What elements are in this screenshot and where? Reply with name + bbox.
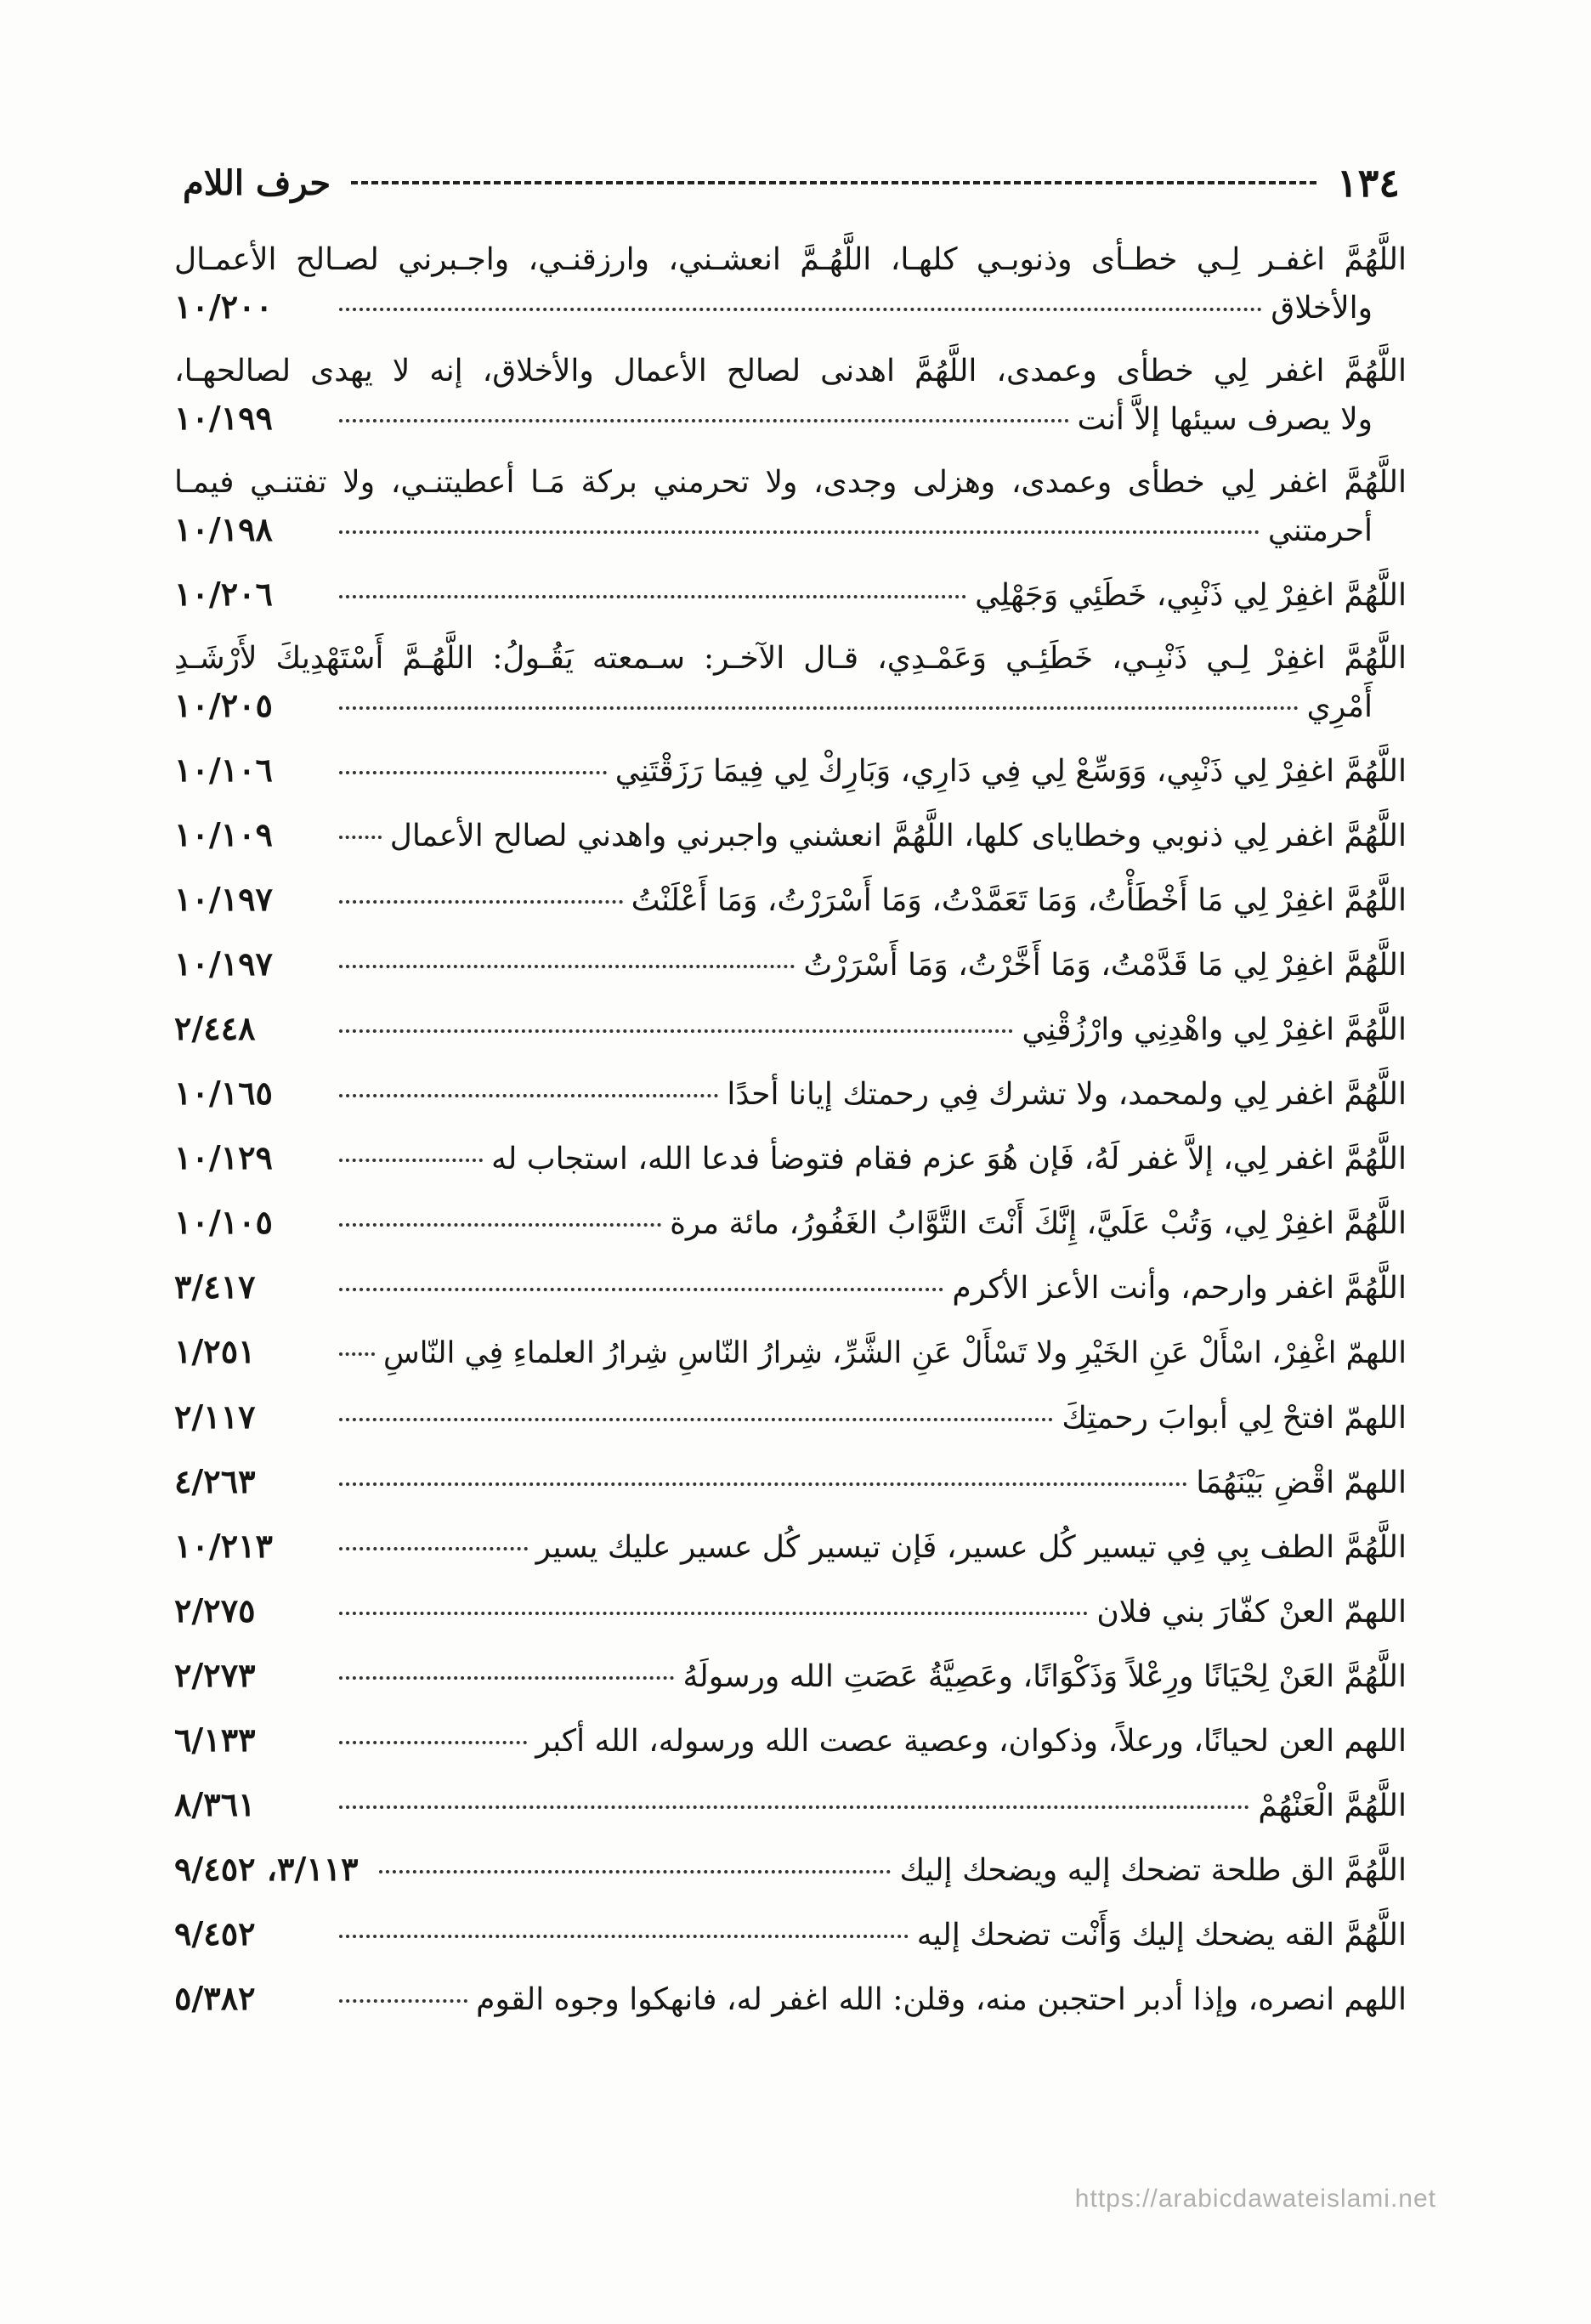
volume-page-reference: ١٠/٢٠٦ xyxy=(174,575,273,613)
volume-page-reference: ٥/٣٨٢ xyxy=(174,1979,256,2017)
entry-text: اللَّهُمَّ اغفِرْ لِي ذَنْبِي، وَوَسِّعْ لِي فِي دَارِي، وَبَارِكْ لِي فِيمَا رَزَقْتَنِي xyxy=(614,754,1407,789)
chapter-title: حرف اللام xyxy=(183,162,331,203)
entry-text: اللَّهُمَّ اغفِرْ لِي ذَنْبِي، خَطَئِي وَجَهْلِي xyxy=(975,578,1407,613)
hadith-index xyxy=(174,236,1407,2039)
volume-page-reference: ٤/٢٦٣ xyxy=(174,1462,256,1500)
entry-last-line xyxy=(174,1845,1407,1894)
entry-text: اللَّهُمَّ اغفر لِي خطأى وعمدى، اللَّهُمَّ اهدنى لصالح الأعمال والأخلاق، إنه لا يهدى لصالحهـا، xyxy=(174,354,1407,388)
dot-leader xyxy=(339,1159,483,1162)
entry-text: اللَّهُمَّ الق طلحة تضحك إليه ويضحك إليك xyxy=(899,1853,1407,1888)
entry-line xyxy=(174,459,1407,506)
dot-leader xyxy=(339,1352,375,1356)
entry-text: اللَّهُمَّ اغفِرْ لِي مَا أَخْطَأْتُ، وَمَا تَعَمَّدْتُ، وَمَا أَسْرَرْتُ، وَمَا أَعْلَنْتُ xyxy=(631,883,1407,918)
entry-last-line xyxy=(174,1910,1407,1958)
index-entry xyxy=(174,1975,1407,2023)
index-entry xyxy=(174,1263,1407,1312)
entry-text: اللَّهُمَّ اغفِرْ لِي مَا قَدَّمْتُ، وَمَا أَخَّرْتُ، وَمَا أَسْرَرْتُ xyxy=(803,948,1407,983)
watermark-url: https://arabicdawateislami.net xyxy=(1074,2185,1436,2213)
entry-line xyxy=(174,635,1407,682)
entry-last-line xyxy=(174,682,1407,730)
entry-text: والأخلاق xyxy=(1271,291,1373,326)
entry-last-line xyxy=(174,811,1407,859)
entry-last-line xyxy=(174,506,1407,554)
index-entry xyxy=(174,1652,1407,1700)
entry-text: اللَّهُمَّ الطف بِي فِي تيسير كُل عسير، فَإن تيسير كُل عسير عليك يسير xyxy=(535,1530,1407,1565)
entry-text: ولا يصرف سيئها إلاَّ أنت xyxy=(1077,402,1373,437)
entry-text: اللَّهُمَّ الْعَنْهُمْ xyxy=(1258,1788,1407,1823)
dot-leader xyxy=(339,1741,527,1744)
entry-text: اللهمّ اغْفِرْ، اسْأَلْ عَنِ الخَيْرِ ولا تَسْأَلْ عَنِ الشَّرِّ، شِرارُ النّاسِ شِرارُ العلماءِ فِي النّاسِ xyxy=(382,1336,1407,1370)
page-header xyxy=(183,157,1400,208)
entry-last-line xyxy=(174,1328,1407,1377)
entry-last-line xyxy=(174,283,1407,332)
index-entry xyxy=(174,348,1407,443)
volume-page-reference: ١٠/١٩٨ xyxy=(174,510,273,548)
dot-leader xyxy=(339,1482,1187,1486)
volume-page-reference: ١٠/١٩٧ xyxy=(174,880,273,918)
volume-page-reference: ٣/٤١٧ xyxy=(174,1267,256,1306)
dot-leader xyxy=(339,1999,467,2003)
entry-text: اللَّهُمَّ اغفر وارحم، وأنت الأعز الأكرم xyxy=(952,1271,1407,1306)
entry-last-line xyxy=(174,876,1407,924)
index-entry xyxy=(174,1005,1407,1053)
entry-text: اللهم العن لحيانًا، ورعلاً، وذكوان، وعصية عصت الله ورسوله، الله أكبر xyxy=(535,1724,1407,1759)
volume-page-reference: ١٠/١٩٩ xyxy=(174,399,273,437)
dot-leader xyxy=(339,595,966,598)
entry-text: اللهمّ اقْضِ بَيْنَهُمَا xyxy=(1196,1465,1407,1500)
header-rule xyxy=(351,181,1316,184)
entry-last-line xyxy=(174,1781,1407,1829)
dot-leader xyxy=(339,1094,718,1097)
dot-leader xyxy=(339,900,623,904)
dot-leader xyxy=(339,1676,674,1680)
volume-page-reference: ٩/٤٥٢ xyxy=(174,1914,256,1953)
dot-leader xyxy=(339,1547,528,1550)
index-entry xyxy=(174,1716,1407,1765)
entry-last-line xyxy=(174,1458,1407,1506)
volume-page-reference: ٦/١٣٣ xyxy=(174,1720,256,1759)
page-number: ١٣٤ xyxy=(1336,160,1400,206)
entry-last-line xyxy=(174,746,1407,795)
dot-leader xyxy=(339,836,382,839)
entry-last-line xyxy=(174,1522,1407,1571)
entry-line xyxy=(174,236,1407,283)
index-entry xyxy=(174,940,1407,989)
dot-leader xyxy=(339,965,795,968)
entry-text: اللهمّ العنْ كفّارَ بني فلان xyxy=(1096,1595,1407,1630)
entry-text: اللَّهُمَّ العَنْ لِحْيَانًا ورِعْلاً وَذَكْوَانًا، وعَصِيَّةُ عَصَتِ الله ورسولَهُ xyxy=(682,1659,1407,1694)
entry-last-line xyxy=(174,394,1407,443)
entry-last-line xyxy=(174,940,1407,989)
volume-page-reference: ٢/٤٤٨ xyxy=(174,1009,256,1047)
index-entry xyxy=(174,1910,1407,1958)
index-entry xyxy=(174,1069,1407,1118)
index-entry xyxy=(174,811,1407,859)
dot-leader xyxy=(339,1935,909,1938)
volume-page-reference: ٢/١١٧ xyxy=(174,1397,256,1436)
entry-last-line xyxy=(174,1263,1407,1312)
index-entry xyxy=(174,1845,1407,1894)
entry-last-line xyxy=(174,570,1407,619)
dot-leader xyxy=(339,308,1262,311)
entry-line xyxy=(174,348,1407,394)
volume-page-reference: ١٠/١٠٦ xyxy=(174,751,273,789)
entry-text: اللَّهُمَّ اغفِرْ لِـي ذَنْبِـي، خَطَئِـي وَعَمْـدِي، قـال الآخـر: سـمعته يَقُـولُ: اللَّهُـمَّ أَسْتَهْدِيكَ لأَرْشَـدِ xyxy=(174,641,1407,676)
volume-page-reference: ١٠/١٦٥ xyxy=(174,1074,273,1112)
volume-page-reference: ٣/١١٣، ٩/٤٥٢ xyxy=(174,1850,359,1888)
index-entry xyxy=(174,459,1407,554)
dot-leader xyxy=(339,1805,1249,1809)
dot-leader xyxy=(339,771,607,774)
entry-last-line xyxy=(174,1587,1407,1635)
volume-page-reference: ١٠/١٠٩ xyxy=(174,815,273,853)
index-entry xyxy=(174,1587,1407,1635)
entry-text: اللهم انصره، وإذا أدبر احتجبن منه، وقلن: الله اغفر له، فانهكوا وجوه القوم xyxy=(476,1982,1407,2017)
dot-leader xyxy=(339,419,1069,422)
entry-text: اللَّهُمَّ اغفِرْ لِي، وَتُبْ عَلَيَّ، إِنَّكَ أَنْتَ التَّوَّابُ الغَفُورُ، مائة مرة xyxy=(670,1206,1407,1241)
entry-text: اللَّهُمَّ اغفِرْ لِي واهْدِنِي وارْزُقْنِي xyxy=(1022,1012,1407,1047)
entry-last-line xyxy=(174,1134,1407,1182)
index-entry xyxy=(174,1781,1407,1829)
volume-page-reference: ١٠/١٠٥ xyxy=(174,1203,273,1241)
volume-page-reference: ١٠/٢٠٠ xyxy=(174,287,273,326)
entry-text: اللَّهُمَّ اغفر لِي ولمحمد، ولا تشرك فِي رحمتك إيانا أحدًا xyxy=(727,1077,1407,1112)
entry-last-line xyxy=(174,1716,1407,1765)
entry-last-line xyxy=(174,1652,1407,1700)
dot-leader xyxy=(379,1870,892,1873)
entry-last-line xyxy=(174,1393,1407,1442)
dot-leader xyxy=(339,1418,1053,1421)
entry-text: اللَّهُمَّ القه يضحك إليك وَأَنْت تضحك إليه xyxy=(916,1918,1407,1953)
index-entry xyxy=(174,1328,1407,1377)
index-entry xyxy=(174,570,1407,619)
entry-text: اللهمّ افتحْ لِي أبوابَ رحمتِكَ xyxy=(1062,1401,1407,1436)
index-entry xyxy=(174,1393,1407,1442)
dot-leader xyxy=(339,530,1260,534)
entry-text: اللَّهُمَّ اغفر لِي ذنوبي وخطاياى كلها، اللَّهُمَّ انعشني واجبرني واهدني لصالح الأعمال xyxy=(389,819,1407,853)
index-entry xyxy=(174,1134,1407,1182)
index-entry xyxy=(174,635,1407,730)
entry-text: اللَّهُمَّ اغفر لِي، إلاَّ غفر لَهُ، فَإن هُوَ عزم فقام فتوضأ فدعا الله، استجاب له xyxy=(491,1142,1407,1176)
volume-page-reference: ١٠/١٢٩ xyxy=(174,1138,273,1176)
volume-page-reference: ٢/٢٧٥ xyxy=(174,1591,256,1630)
index-entry xyxy=(174,1458,1407,1506)
entry-last-line xyxy=(174,1005,1407,1053)
volume-page-reference: ١٠/٢١٣ xyxy=(174,1527,273,1565)
index-entry xyxy=(174,236,1407,332)
entry-text: أَمْرِي xyxy=(1306,689,1373,724)
dot-leader xyxy=(339,1029,1013,1033)
entry-last-line xyxy=(174,1975,1407,2023)
volume-page-reference: ٢/٢٧٣ xyxy=(174,1656,256,1694)
index-entry xyxy=(174,1199,1407,1247)
dot-leader xyxy=(339,1223,661,1227)
dot-leader xyxy=(339,1288,943,1291)
dot-leader xyxy=(339,706,1299,710)
entry-text: اللَّهُمَّ اغفـر لِـي خطـأى وذنوبـي كلهـا، اللَّهُـمَّ انعشـني، وارزقنـي، واجـبرني لصـالح الأعمـال xyxy=(174,242,1407,277)
entry-last-line xyxy=(174,1199,1407,1247)
volume-page-reference: ١/٢٥١ xyxy=(174,1332,256,1370)
entry-text: أحرمتني xyxy=(1267,513,1373,548)
entry-text: اللَّهُمَّ اغفر لِي خطأى وعمدى، وهزلى وجدى، ولا تحرمني بركة مَـا أعطيتنـي، ولا تفتنـي فيمـا xyxy=(174,465,1407,500)
index-entry xyxy=(174,746,1407,795)
dot-leader xyxy=(339,1612,1088,1615)
index-entry xyxy=(174,1522,1407,1571)
index-entry xyxy=(174,876,1407,924)
volume-page-reference: ١٠/٢٠٥ xyxy=(174,686,273,724)
volume-page-reference: ٨/٣٦١ xyxy=(174,1785,256,1823)
entry-last-line xyxy=(174,1069,1407,1118)
volume-page-reference: ١٠/١٩٧ xyxy=(174,944,273,983)
